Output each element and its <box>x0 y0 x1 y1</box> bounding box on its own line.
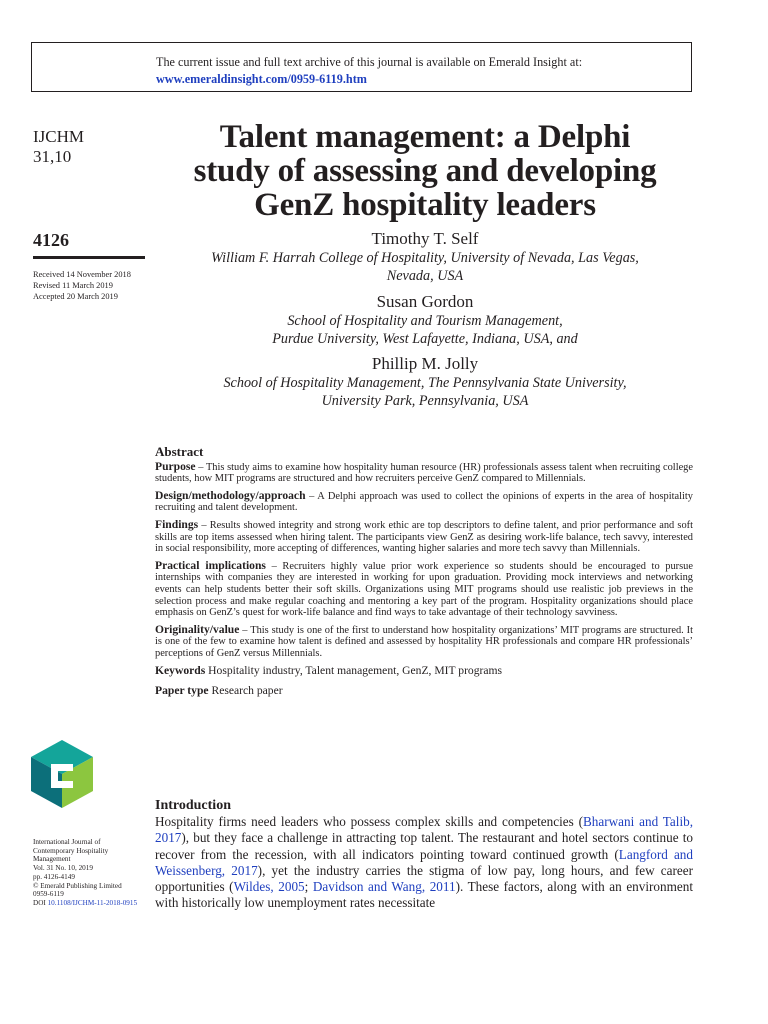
findings-text: – Results showed integrity and strong work ethic are top descriptors to define talent, and prior performance and soft skills are top items assessed when hiring talent. The participants view GenZ as desiring work-life balance, tech savvy, interested in social responsibility, more accepting of differences, wanting higher salaries and more tech savvy than Millennials. <box>155 519 693 555</box>
author-name: Susan Gordon <box>376 292 474 311</box>
citation-link[interactable]: Davidson and Wang, 2011 <box>312 879 456 895</box>
volume-issue: 31,10 <box>33 147 72 166</box>
affiliation-line: School of Hospitality and Tourism Management, <box>287 313 563 329</box>
received-date: Received 14 November 2018 <box>33 270 131 279</box>
abstract-findings <box>155 519 693 555</box>
title-line-3: GenZ hospitality leaders <box>254 187 596 223</box>
affiliation-line: Purdue University, West Lafayette, Indiana, USA, and <box>272 330 578 347</box>
archive-url-link[interactable]: www.emeraldinsight.com/0959-6119.htm <box>156 72 367 86</box>
doi-label: DOI <box>33 898 46 907</box>
accepted-date: Accepted 20 March 2019 <box>33 292 118 301</box>
author-name: Timothy T. Self <box>371 229 479 248</box>
originality-text: – This study is one of the first to understand how hospitality organizations’ MIT programs are structured. It is one of the few to examine how talent is defined and assessed by hospitality HR professionals and compare HR professionals’ perceptions of GenZ versus Millennials. <box>155 624 693 659</box>
meta-line: 0959-6119 <box>33 890 64 899</box>
design-text: – A Delphi approach was used to collect the opinions of experts in the area of hospitality recruiting and talent development. <box>155 490 693 514</box>
journal-abbreviation: IJCHM <box>33 127 85 146</box>
doi-link[interactable]: 10.1108/IJCHM-11-2018-0915 <box>47 898 138 907</box>
abstract-section <box>155 446 693 706</box>
purpose-text: – This study aims to examine how hospitality human resource (HR) professionals assess talent when recruiting college students, how MIT programs are structured and how recruiters perceive GenZ compared to Millennials. <box>155 461 693 485</box>
originality-label: Originality/value <box>155 622 240 636</box>
author-affiliation <box>150 313 700 348</box>
citation-link[interactable]: Langford and Weissenberg, 2017 <box>155 846 693 878</box>
intro-text: ), yet the industry carries the stigma of low pay, long hours, and few career opportunities ( <box>155 862 694 895</box>
author-affiliation <box>150 250 700 285</box>
practical-text: – Recruiters highly value prior work experience so students should be encouraged to pursue internships with companies they are interested in working for upon graduation. Providing mock interviews and networking events can help students better their soft skills. Organizations using MIT programs should use realistic job previews in the selection process and make regular coaching and mentoring a key part of the program. Hospitality organizations should place emphasis on GenZ’s quest for work-life balance and find ways to take advantage of their technology savviness. <box>155 560 693 619</box>
keywords-label: Keywords <box>155 663 206 677</box>
citation-link[interactable]: Wildes, 2005 <box>233 879 305 895</box>
citation-link[interactable]: Bharwani and Talib, 2017 <box>155 814 693 846</box>
abstract-design <box>155 490 693 514</box>
margin-divider <box>33 256 145 259</box>
findings-label: Findings <box>155 517 199 531</box>
page-number: 4126 <box>33 230 69 250</box>
title-line-2: study of assessing and developing <box>193 153 657 189</box>
author-affiliation <box>150 375 700 410</box>
intro-text: ). These factors, along with an environment with historically low unemployment rates necessitate <box>155 879 693 911</box>
abstract-heading: Abstract <box>155 444 204 459</box>
intro-text: Hospitality firms need leaders who possess complex skills and competencies ( <box>155 814 583 829</box>
abstract-originality <box>155 624 693 660</box>
doi-line <box>33 899 153 908</box>
meta-line: Management <box>33 855 71 864</box>
intro-text: ), but they face a challenge in attracting top talent. The restaurant and hotel sectors continue to recover from the recession, with all indicators pointing toward continued growth ( <box>155 830 693 862</box>
abstract-practical <box>155 560 693 619</box>
intro-text: ; <box>304 879 313 895</box>
keywords-text: Hospitality industry, Talent management, GenZ, MIT programs <box>205 663 503 677</box>
archive-notice-text: The current issue and full text archive of this journal is available on Emerald Insight at: <box>156 55 583 69</box>
keywords <box>155 665 693 677</box>
paper-type-label: Paper type <box>155 684 209 698</box>
revised-date: Revised 11 March 2019 <box>33 281 113 290</box>
meta-line: Vol. 31 No. 10, 2019 <box>33 864 93 873</box>
introduction-heading: Introduction <box>155 798 231 813</box>
archive-notice-box <box>31 42 692 92</box>
purpose-label: Purpose <box>155 459 196 473</box>
affiliation-line: William F. Harrah College of Hospitality, University of Nevada, Las Vegas, <box>211 250 639 266</box>
history-dates <box>33 269 131 302</box>
paper-type <box>155 685 693 697</box>
journal-metadata <box>33 838 153 908</box>
affiliation-line: University Park, Pennsylvania, USA <box>321 392 529 409</box>
meta-line: International Journal of <box>33 838 101 846</box>
meta-line: Contemporary Hospitality <box>33 846 109 855</box>
title-line-1: Talent management: a Delphi <box>219 119 631 155</box>
article-title <box>150 120 700 222</box>
journal-volume-block <box>33 127 84 167</box>
introduction-section <box>155 798 693 912</box>
paper-type-text: Research paper <box>208 684 283 698</box>
affiliation-line: School of Hospitality Management, The Pennsylvania State University, <box>223 375 627 391</box>
practical-label: Practical implications <box>155 558 266 572</box>
design-label: Design/methodology/approach <box>155 488 306 502</box>
meta-line: pp. 4126-4149 <box>33 872 75 881</box>
emerald-publishing-logo <box>31 740 93 808</box>
meta-line: © Emerald Publishing Limited <box>33 881 122 890</box>
author-name: Phillip M. Jolly <box>371 354 479 373</box>
introduction-body <box>155 814 693 912</box>
abstract-purpose <box>155 461 693 485</box>
affiliation-line: Nevada, USA <box>386 267 464 284</box>
